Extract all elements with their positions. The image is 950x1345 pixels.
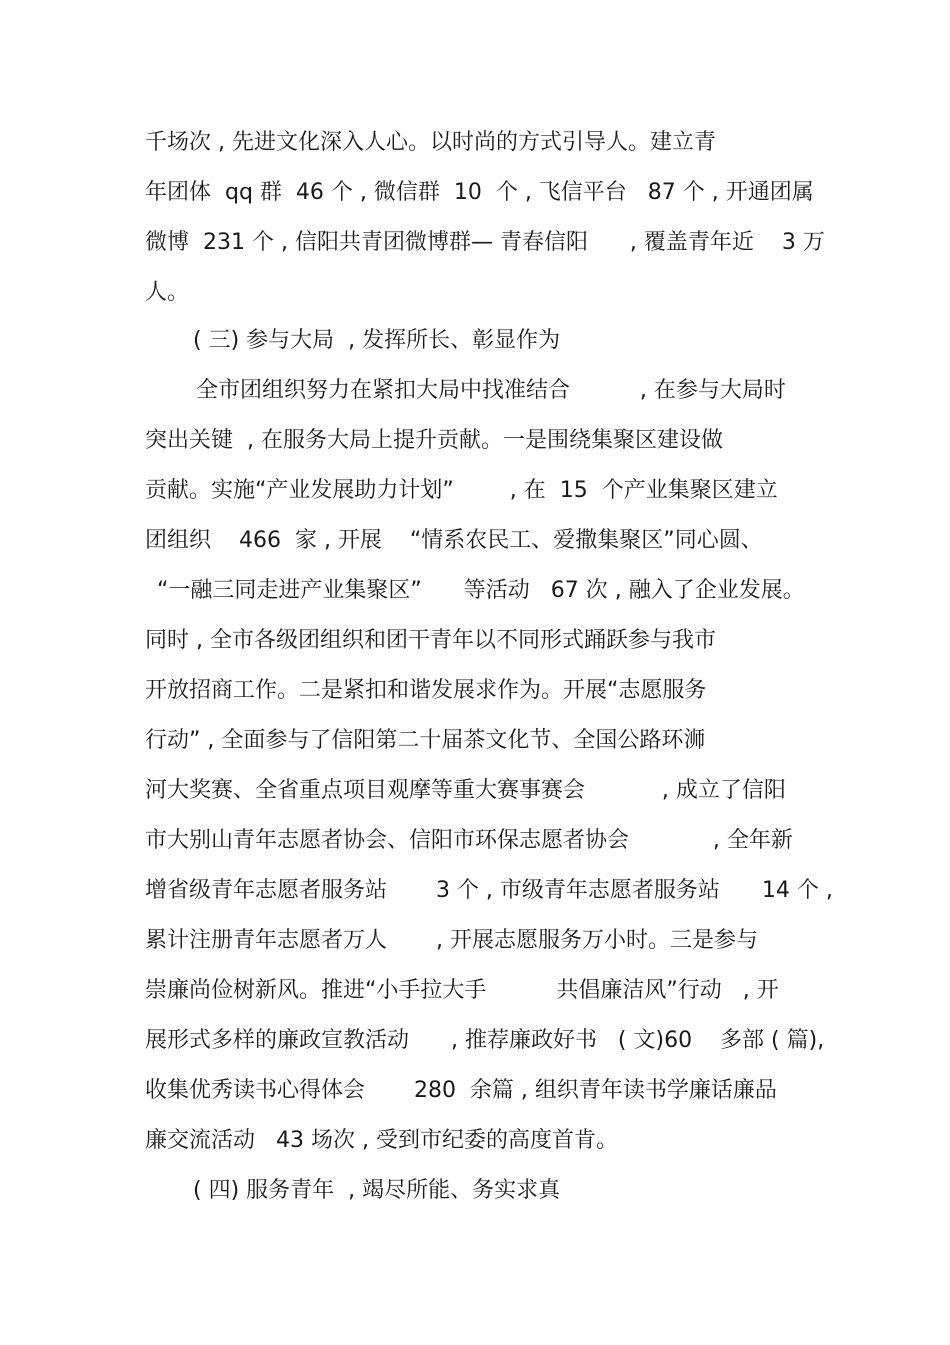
text-line: 开放招商工作。二是紧扣和谐发展求作为。开展“志愿服务	[145, 678, 707, 703]
text-line: 市大别山青年志愿者协会、信阳市环保志愿者协会 , 全年新	[145, 828, 793, 853]
text-line: 人。	[145, 280, 190, 305]
text-line: 团组织 466 家 , 开展 “情系农民工、爱撒集聚区”同心圆、	[145, 528, 763, 553]
text-line: 累计注册青年志愿者万人 , 开展志愿服务万小时。三是参与	[145, 928, 758, 953]
text-line: 收集优秀读书心得体会 280 余篇 , 组织青年读书学廉话廉品	[145, 1078, 777, 1103]
text-line: 贡献。实施“产业发展助力计划” , 在 15 个产业集聚区建立	[145, 478, 778, 503]
text-line: 展形式多样的廉政宣教活动 , 推荐廉政好书 ( 文)60 多部 ( 篇),	[145, 1028, 825, 1053]
text-line: 增省级青年志愿者服务站 3 个 , 市级青年志愿者服务站 14 个 ,	[145, 878, 833, 903]
text-line: 河大奖赛、全省重点项目观摩等重大赛事赛会 , 成立了信阳	[145, 778, 786, 803]
text-line: 突出关键 , 在服务大局上提升贡献。一是围绕集聚区建设做	[145, 428, 723, 453]
text-line: 崇廉尚俭树新风。推进“小手拉大手 共倡廉洁风”行动 , 开	[145, 978, 779, 1003]
section-heading: ( 四) 服务青年 , 竭尽所能、务实求真	[193, 1178, 561, 1203]
text-line: 微博 231 个 , 信阳共青团微博群— 青春信阳 , 覆盖青年近 3 万	[145, 230, 825, 255]
text-line: 同时 , 全市各级团组织和团干青年以不同形式踊跃参与我市	[145, 628, 716, 653]
text-line: 千场次 , 先进文化深入人心。以时尚的方式引导人。建立青	[145, 130, 716, 155]
paragraph-first-line: 全市团组织努力在紧扣大局中找准结合 , 在参与大局时	[196, 378, 786, 403]
text-line: 行动” , 全面参与了信阳第二十届茶文化节、全国公路环浉	[145, 728, 706, 753]
text-line: 年团体 qq 群 46 个 , 微信群 10 个 , 飞信平台 87 个 , 开通团属	[145, 180, 814, 205]
text-line: 廉交流活动 43 场次 , 受到市纪委的高度首肯。	[145, 1128, 618, 1153]
section-heading: ( 三) 参与大局 , 发挥所长、彰显作为	[193, 328, 561, 353]
text-line: “一融三同走进产业集聚区” 等活动 67 次 , 融入了企业发展。	[157, 578, 805, 603]
